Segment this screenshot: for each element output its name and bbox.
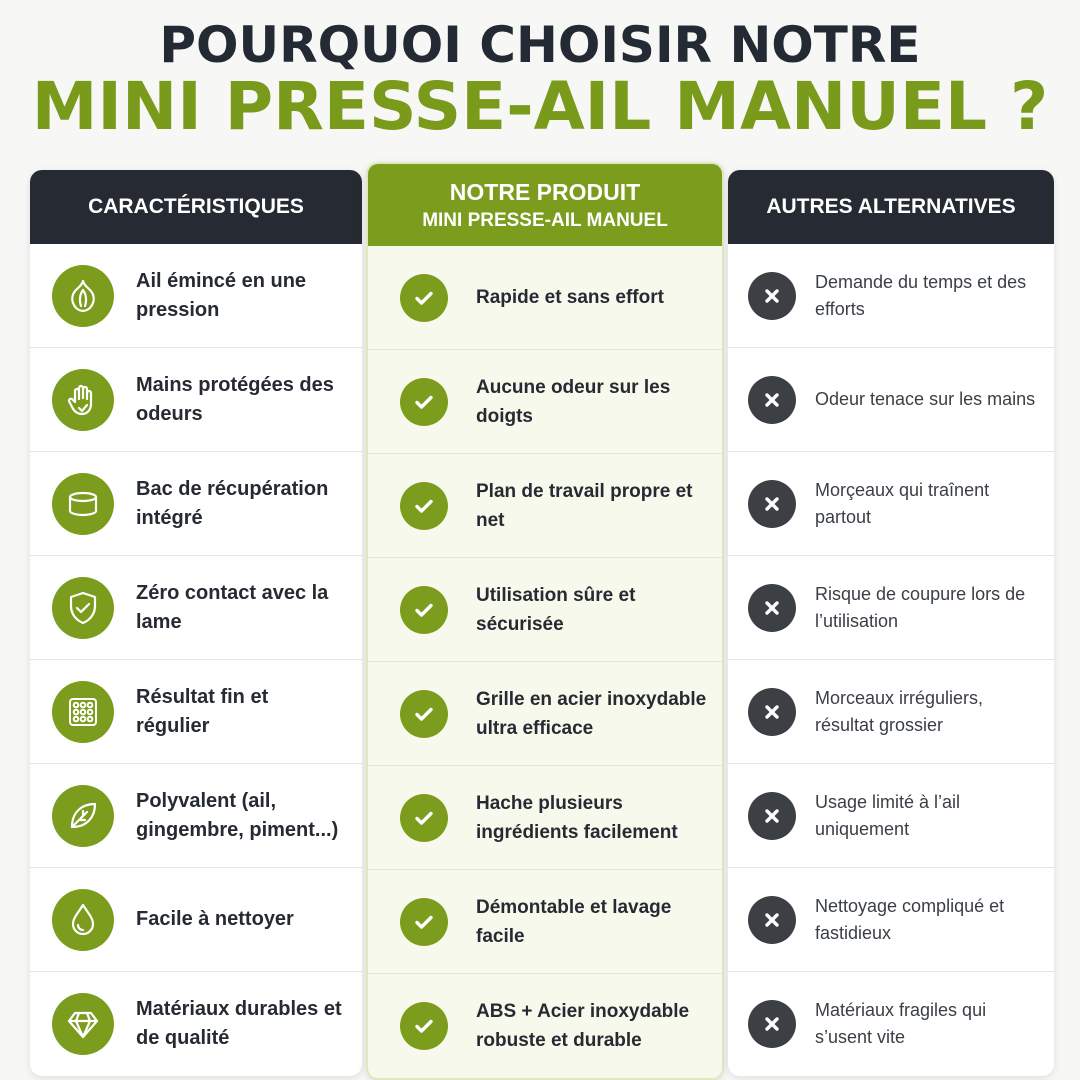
cross-icon	[748, 376, 796, 424]
feature-row	[30, 868, 362, 972]
alternative-drawback: Morceaux irréguliers, résultat grossier	[815, 687, 984, 735]
container-icon	[52, 473, 114, 535]
product-header	[368, 164, 722, 246]
cross-icon	[748, 1000, 796, 1048]
product-row	[368, 662, 722, 766]
product-header-subtitle: MINI PRESSE-AIL MANUEL	[422, 209, 668, 231]
feature-row	[30, 452, 362, 556]
product-column	[366, 162, 724, 1080]
check-icon	[400, 274, 448, 322]
product-benefit: Rapide et sans effort	[476, 287, 664, 308]
feature-row	[30, 244, 362, 348]
product-benefit: Démontable et lavage facile	[476, 896, 672, 947]
alternative-drawback: Matériaux fragiles qui s’usent vite	[815, 1000, 987, 1047]
water-drop-icon	[52, 889, 114, 951]
feature-label: Bac de récupération intégré	[136, 477, 329, 529]
feature-row	[30, 348, 362, 452]
leaf-icon	[52, 785, 114, 847]
feature-label: Mains protégées des odeurs	[136, 373, 334, 425]
product-benefit: Utilisation sûre et sécurisée	[476, 584, 636, 635]
cross-icon	[748, 896, 796, 944]
alternative-drawback: Risque de coupure lors de l’utilisation	[815, 583, 1026, 631]
product-benefit: Hache plusieurs ingrédients facilement	[476, 792, 678, 843]
alternative-drawback: Odeur tenace sur les mains	[815, 389, 1036, 409]
feature-label: Ail émincé en une pression	[136, 269, 307, 321]
alternative-row	[728, 764, 1054, 868]
product-row	[368, 246, 722, 350]
garlic-icon	[52, 265, 114, 327]
alternatives-column	[728, 170, 1054, 1076]
product-benefit: Grille en acier inoxydable ultra efficace	[476, 688, 707, 739]
feature-row	[30, 556, 362, 660]
check-icon	[400, 378, 448, 426]
hand-icon	[52, 369, 114, 431]
cross-icon	[748, 480, 796, 528]
cross-icon	[748, 272, 796, 320]
product-row	[368, 974, 722, 1078]
alternative-row	[728, 868, 1054, 972]
alternative-drawback: Demande du temps et des efforts	[815, 271, 1027, 319]
check-icon	[400, 586, 448, 634]
alternatives-header: AUTRES ALTERNATIVES	[728, 170, 1054, 244]
feature-row	[30, 660, 362, 764]
feature-label: Résultat fin et régulier	[136, 685, 269, 737]
alternative-row	[728, 244, 1054, 348]
cross-icon	[748, 688, 796, 736]
product-benefit: Plan de travail propre et net	[476, 480, 693, 531]
alternative-drawback: Morçeaux qui traînent partout	[815, 479, 990, 527]
cross-icon	[748, 792, 796, 840]
product-row	[368, 558, 722, 662]
shield-check-icon	[52, 577, 114, 639]
grid-icon	[52, 681, 114, 743]
product-row	[368, 350, 722, 454]
product-benefit: Aucune odeur sur les doigts	[476, 376, 671, 427]
product-row	[368, 870, 722, 974]
product-row	[368, 766, 722, 870]
alternative-row	[728, 348, 1054, 452]
feature-label: Matériaux durables et de qualité	[136, 998, 342, 1049]
product-header-title: NOTRE PRODUIT	[449, 178, 641, 205]
title-line-2: MINI PRESSE-AIL MANUEL ?	[31, 68, 1049, 145]
alternative-row	[728, 556, 1054, 660]
product-benefit: ABS + Acier inoxydable robuste et durable	[476, 1001, 690, 1051]
alternative-row	[728, 660, 1054, 764]
feature-label: Facile à nettoyer	[136, 908, 294, 930]
cross-icon	[748, 584, 796, 632]
check-icon	[400, 1002, 448, 1050]
alternative-drawback: Nettoyage compliqué et fastidieux	[815, 895, 1005, 943]
feature-label: Zéro contact avec la lame	[136, 581, 329, 633]
diamond-icon	[52, 993, 114, 1055]
feature-row	[30, 764, 362, 868]
features-column	[30, 170, 362, 1076]
alternative-row	[728, 972, 1054, 1076]
product-row	[368, 454, 722, 558]
feature-label: Polyvalent (ail, gingembre, piment...)	[136, 789, 339, 841]
check-icon	[400, 690, 448, 738]
alternative-row	[728, 452, 1054, 556]
alternative-drawback: Usage limité à l’ail uniquement	[815, 791, 961, 839]
check-icon	[400, 794, 448, 842]
feature-row	[30, 972, 362, 1076]
features-header: CARACTÉRISTIQUES	[30, 170, 362, 244]
check-icon	[400, 898, 448, 946]
title-line-1: POURQUOI CHOISIR NOTRE	[159, 16, 921, 74]
check-icon	[400, 482, 448, 530]
